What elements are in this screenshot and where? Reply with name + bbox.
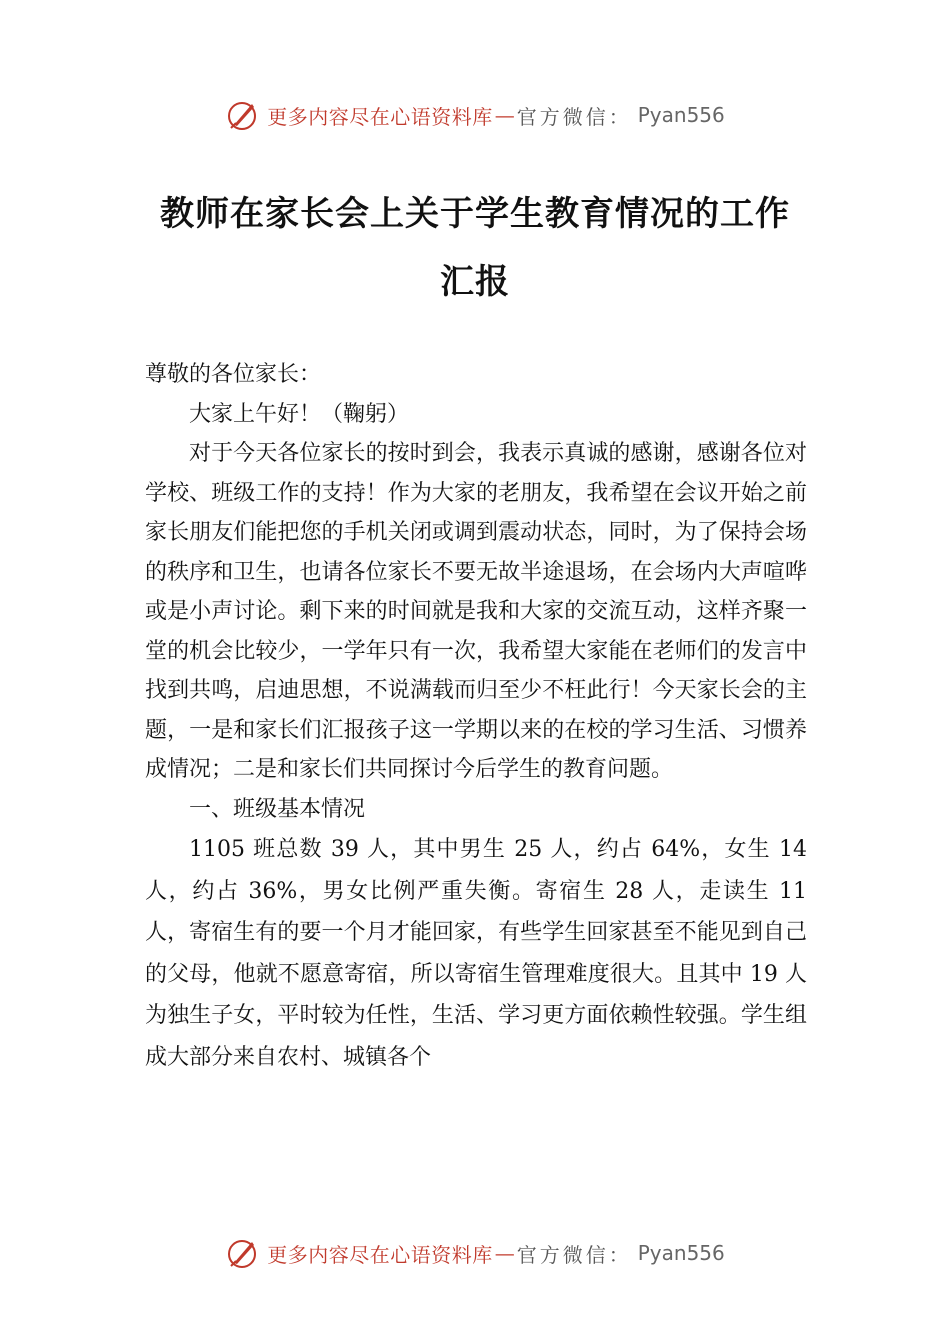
salutation: 尊敬的各位家长： <box>145 362 322 387</box>
document-body <box>145 355 807 1078</box>
banner-wechat-id: Pyan556 <box>637 1241 725 1265</box>
paragraph-class-stats: 1105 班总数 39 人，其中男生 25 人，约占 64%，女生 14 人，约占 36%，男女比例严重失衡。寄宿生 28 人，走读生 11 人，寄宿生有的要一个月才能回家，有些学生回家甚至不能见到自己的父母，他就不愿意寄宿，所以寄宿生管理难度很大。且其中 19 人为独生子女，平时较为任性，生活、学习更方面依赖性较强。学生组成大部分来自农村、城镇各个 <box>145 837 807 1070</box>
banner-wechat-id: Pyan556 <box>637 103 725 127</box>
banner-main-text: 更多内容尽在心语资料库 <box>267 1242 493 1267</box>
footer-banner <box>0 1233 950 1273</box>
banner-dash: — <box>494 1241 515 1265</box>
banner-wechat-label: 官方微信： <box>516 1242 632 1267</box>
section-heading-class-overview: 一、班级基本情况 <box>189 796 366 822</box>
quill-logo-icon <box>225 98 259 132</box>
quill-logo-icon <box>225 1236 259 1270</box>
banner-main-text: 更多内容尽在心语资料库 <box>267 104 493 129</box>
banner-dash: — <box>494 103 515 127</box>
header-banner <box>0 95 950 135</box>
banner-wechat-label: 官方微信： <box>516 104 632 129</box>
paragraph-intro: 对于今天各位家长的按时到会，我表示真诚的感谢，感谢各位对学校、班级工作的支持！作为大家的老朋友，我希望在会议开始之前家长朋友们能把您的手机关闭或调到震动状态，同时，为了保持会场的秩序和卫生，也请各位家长不要无故半途退场，在会场内大声喧哗或是小声讨论。剩下来的时间就是我和大家的交流互动，这样齐聚一堂的机会比较少，一学年只有一次，我希望大家能在老师们的发言中找到共鸣，启迪思想，不说满载而归至少不枉此行！今天家长会的主题，一是和家长们汇报孩子这一学期以来的在校的学习生活、习惯养成情况；二是和家长们共同探讨今后学生的教育问题。 <box>145 441 807 782</box>
greeting: 大家上午好！（鞠躬） <box>189 401 410 427</box>
document-title: 教师在家长会上关于学生教育情况的工作汇报 <box>160 194 790 302</box>
